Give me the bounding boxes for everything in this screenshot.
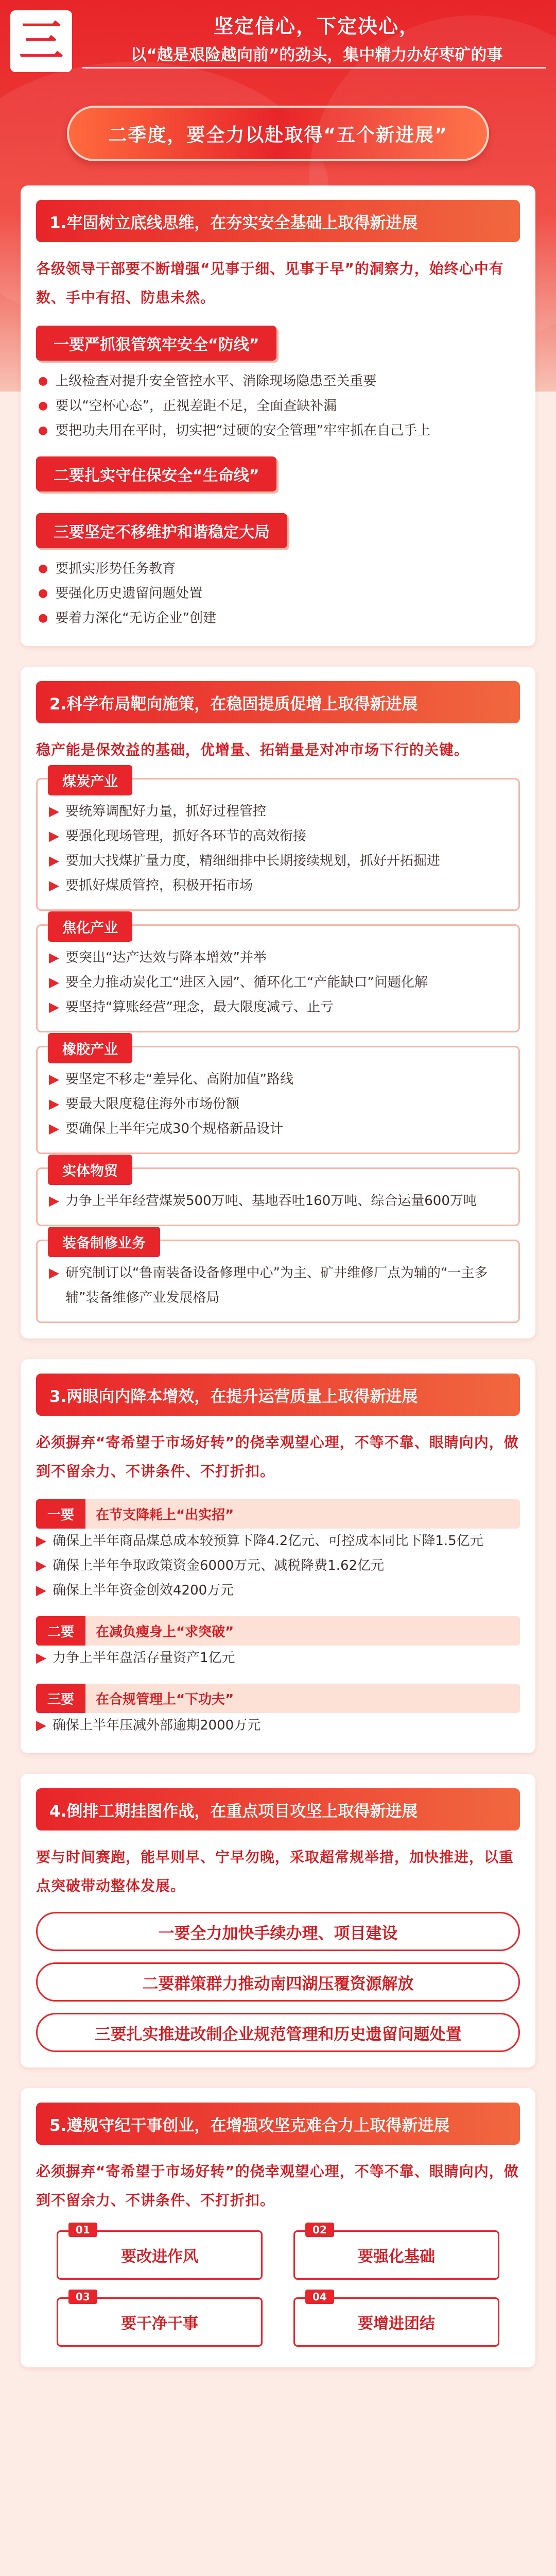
list-item: ▶ 确保上半年商品煤总成本较预算下降4.2亿元、可控成本同比下降1.5亿元 bbox=[36, 1529, 520, 1553]
section-3-r2-label: 二要 bbox=[36, 1616, 85, 1646]
grid-item bbox=[293, 2291, 499, 2347]
section-3-r1-head bbox=[36, 1499, 520, 1529]
arrow-icon: ▶ bbox=[49, 999, 59, 1015]
arrow-icon: ▶ bbox=[36, 1718, 46, 1733]
arrow-icon: ▶ bbox=[49, 1096, 59, 1112]
arrow-icon: ▶ bbox=[49, 950, 59, 965]
section-3-r2-head bbox=[36, 1616, 520, 1646]
arrow-icon: ▶ bbox=[36, 1583, 46, 1598]
list-item: ▶ 要最大限度稳住海外市场份额 bbox=[49, 1092, 507, 1116]
section-5-title: 5.遵规守纪干事创业，在增强攻坚克难合力上取得新进展 bbox=[36, 2103, 520, 2145]
section-3-title: 3.两眼向内降本增效，在提升运营质量上取得新进展 bbox=[36, 1374, 520, 1416]
section-3 bbox=[21, 1359, 535, 1753]
section-4-title: 4.倒排工期挂图作战，在重点项目攻坚上取得新进展 bbox=[36, 1788, 520, 1831]
coal-industry-box bbox=[36, 774, 520, 911]
section-5-grid bbox=[57, 2224, 499, 2347]
grid-item bbox=[57, 2224, 263, 2280]
bullet-icon: ● bbox=[38, 587, 48, 600]
arrow-icon: ▶ bbox=[49, 1193, 59, 1209]
bullet-icon: ● bbox=[38, 424, 48, 437]
list-item: ● 要着力深化“无访企业”创建 bbox=[36, 606, 520, 631]
hero-title-line2: 以“越是艰险越向前”的劲头，集中精力办好枣矿的事 bbox=[130, 46, 503, 64]
grid-item bbox=[57, 2291, 263, 2347]
list-item: ▶ 要抓好煤质管控，积极开拓市场 bbox=[49, 873, 507, 898]
grid-item-number: 03 bbox=[68, 2290, 97, 2304]
bullet-icon: ● bbox=[38, 375, 48, 387]
material-trade-tag: 实体物贸 bbox=[48, 1155, 132, 1185]
hero-icon-char: 三 bbox=[19, 15, 63, 67]
bullet-icon: ● bbox=[38, 399, 48, 412]
list-item: ▶ 要坚定不移走“差异化、高附加值”路线 bbox=[49, 1067, 507, 1092]
list-item: ▶ 要加大找煤扩量力度，精细细排中长期接续规划，抓好开拓掘进 bbox=[49, 849, 507, 873]
section-3-r1-label: 一要 bbox=[36, 1499, 85, 1529]
list-item: ▶ 要统筹调配好力量，抓好过程管控 bbox=[49, 799, 507, 824]
grid-item-text: 要增进团结 bbox=[358, 2315, 435, 2333]
section-3-r3-label: 三要 bbox=[36, 1684, 85, 1713]
arrow-icon: ▶ bbox=[36, 1558, 46, 1573]
rubber-industry-tag: 橡胶产业 bbox=[48, 1033, 132, 1063]
arrow-icon: ▶ bbox=[49, 828, 59, 844]
section-1-sub1-title: 一要严抓狠管筑牢安全“防线” bbox=[36, 326, 276, 361]
list-item: ▶ 要坚持“算账经营”理念，最大限度减亏、止亏 bbox=[49, 995, 507, 1020]
section-4-pill-3: 三要扎实推进改制企业规范管理和历史遗留问题处置 bbox=[36, 2013, 520, 2052]
section-3-intro: 必须摒弃“寄希望于市场好转”的侥幸观望心理，不等不靠、眼睛向内，做到不留余力、不讲条件、不打折扣。 bbox=[36, 1434, 519, 1480]
hero-title bbox=[82, 10, 551, 65]
list-item: ▶ 要强化现场管理，抓好各环节的高效衔接 bbox=[49, 824, 507, 849]
section-4-pill-2: 二要群策群力推动南四湖压覆资源解放 bbox=[36, 1962, 520, 2002]
section-1-sub3-title: 三要坚定不移维护和谐稳定大局 bbox=[36, 513, 287, 548]
list-item: ▶ 力争上半年盘活存量资产1亿元 bbox=[36, 1646, 520, 1670]
section-1-sub2-title: 二要扎实守住保安全“生命线” bbox=[36, 456, 276, 492]
list-item: ● 要以“空杯心态”，正视差距不足，全面查缺补漏 bbox=[36, 394, 520, 418]
list-item: ▶ 确保上半年争取政策资金6000万元、减税降费1.62亿元 bbox=[36, 1553, 520, 1578]
list-item: ● 要强化历史遗留问题处置 bbox=[36, 581, 520, 606]
section-4 bbox=[21, 1774, 535, 2067]
arrow-icon: ▶ bbox=[49, 1072, 59, 1087]
section-2 bbox=[21, 667, 535, 1338]
section-2-intro: 稳产能是保效益的基础，优增量、拓销量是对冲市场下行的关键。 bbox=[36, 741, 470, 758]
section-4-pill-1: 一要全力加快手续办理、项目建设 bbox=[36, 1912, 520, 1951]
hero-divider bbox=[82, 67, 546, 69]
equipment-repair-tag: 装备制修业务 bbox=[48, 1227, 160, 1257]
grid-item-text: 要强化基础 bbox=[358, 2248, 435, 2266]
section-3-r2-text: 在减负瘦身上“求突破” bbox=[85, 1616, 520, 1646]
bullet-icon: ● bbox=[38, 612, 48, 624]
list-item: ▶ 确保上半年资金创效4200万元 bbox=[36, 1578, 520, 1603]
material-trade-box bbox=[36, 1163, 520, 1226]
list-item: ● 要把功夫用在平时，切实把“过硬的安全管理”牢牢抓在自己手上 bbox=[36, 418, 520, 443]
list-item: ▶ 要突出“达产达效与降本增效”并举 bbox=[49, 945, 507, 970]
equipment-repair-box bbox=[36, 1235, 520, 1323]
bullet-icon: ● bbox=[38, 562, 48, 575]
coal-industry-tag: 煤炭产业 bbox=[48, 765, 132, 795]
grid-item-number: 04 bbox=[305, 2290, 334, 2304]
hero-banner bbox=[67, 106, 489, 161]
section-1-title: 1.牢固树立底线思维，在夯实安全基础上取得新进展 bbox=[36, 200, 520, 242]
grid-item-number: 02 bbox=[305, 2223, 334, 2237]
arrow-icon: ▶ bbox=[49, 1121, 59, 1137]
section-1 bbox=[21, 185, 535, 646]
rubber-industry-box bbox=[36, 1042, 520, 1154]
grid-item bbox=[293, 2224, 499, 2280]
arrow-icon: ▶ bbox=[36, 1533, 46, 1549]
section-3-r1-text: 在节支降耗上“出实招” bbox=[85, 1499, 520, 1529]
coke-industry-box bbox=[36, 920, 520, 1032]
section-4-intro: 要与时间赛跑，能早则早、宁早勿晚，采取超常规举措，加快推进，以重点突破带动整体发展。 bbox=[36, 1849, 514, 1894]
arrow-icon: ▶ bbox=[49, 804, 59, 819]
list-item: ▶ 要全力推动炭化工“进区入园”、循环化工“产能缺口”问题化解 bbox=[49, 970, 507, 995]
coke-industry-tag: 焦化产业 bbox=[48, 911, 132, 942]
arrow-icon: ▶ bbox=[49, 975, 59, 990]
section-2-title: 2.科学布局靶向施策，在稳固提质促增上取得新进展 bbox=[36, 681, 520, 723]
section-3-r3-head bbox=[36, 1684, 520, 1713]
arrow-icon: ▶ bbox=[49, 1265, 59, 1281]
section-5 bbox=[21, 2088, 535, 2367]
arrow-icon: ▶ bbox=[49, 878, 59, 893]
hero-icon-box bbox=[10, 10, 72, 72]
hero-title-line1: 坚定信心，下定决心， bbox=[213, 15, 420, 38]
section-5-intro: 必须摒弃“寄希望于市场好转”的侥幸观望心理，不等不靠、眼睛向内，做到不留余力、不讲条件、不打折扣。 bbox=[36, 2163, 519, 2209]
list-item: ▶ 力争上半年经营煤炭500万吨、基地吞吐160万吨、综合运量600万吨 bbox=[49, 1189, 507, 1213]
arrow-icon: ▶ bbox=[49, 853, 59, 869]
list-item: ▶ 确保上半年压减外部逾期2000万元 bbox=[36, 1713, 520, 1738]
list-item: ▶ 研究制订以“鲁南装备设备修理中心”为主、矿井维修厂点为辅的“一主多辅”装备维修产业发展格局 bbox=[49, 1261, 507, 1310]
section-1-intro: 各级领导干部要不断增强“见事于细、见事于早”的洞察力，始终心中有数、手中有招、防患未然。 bbox=[36, 260, 504, 306]
section-3-r3-text: 在合规管理上“下功夫” bbox=[85, 1684, 520, 1713]
grid-item-number: 01 bbox=[68, 2223, 97, 2237]
grid-item-text: 要干净干事 bbox=[121, 2315, 198, 2333]
arrow-icon: ▶ bbox=[36, 1650, 46, 1666]
hero-banner-text: 二季度，要全力以赴取得“五个新进展” bbox=[108, 124, 448, 146]
list-item: ▶ 要确保上半年完成30个规格新品设计 bbox=[49, 1116, 507, 1141]
grid-item-text: 要改进作风 bbox=[121, 2248, 198, 2266]
list-item: ● 要抓实形势任务教育 bbox=[36, 556, 520, 581]
content bbox=[0, 185, 556, 2367]
list-item: ● 上级检查对提升安全管控水平、消除现场隐患至关重要 bbox=[36, 369, 520, 394]
